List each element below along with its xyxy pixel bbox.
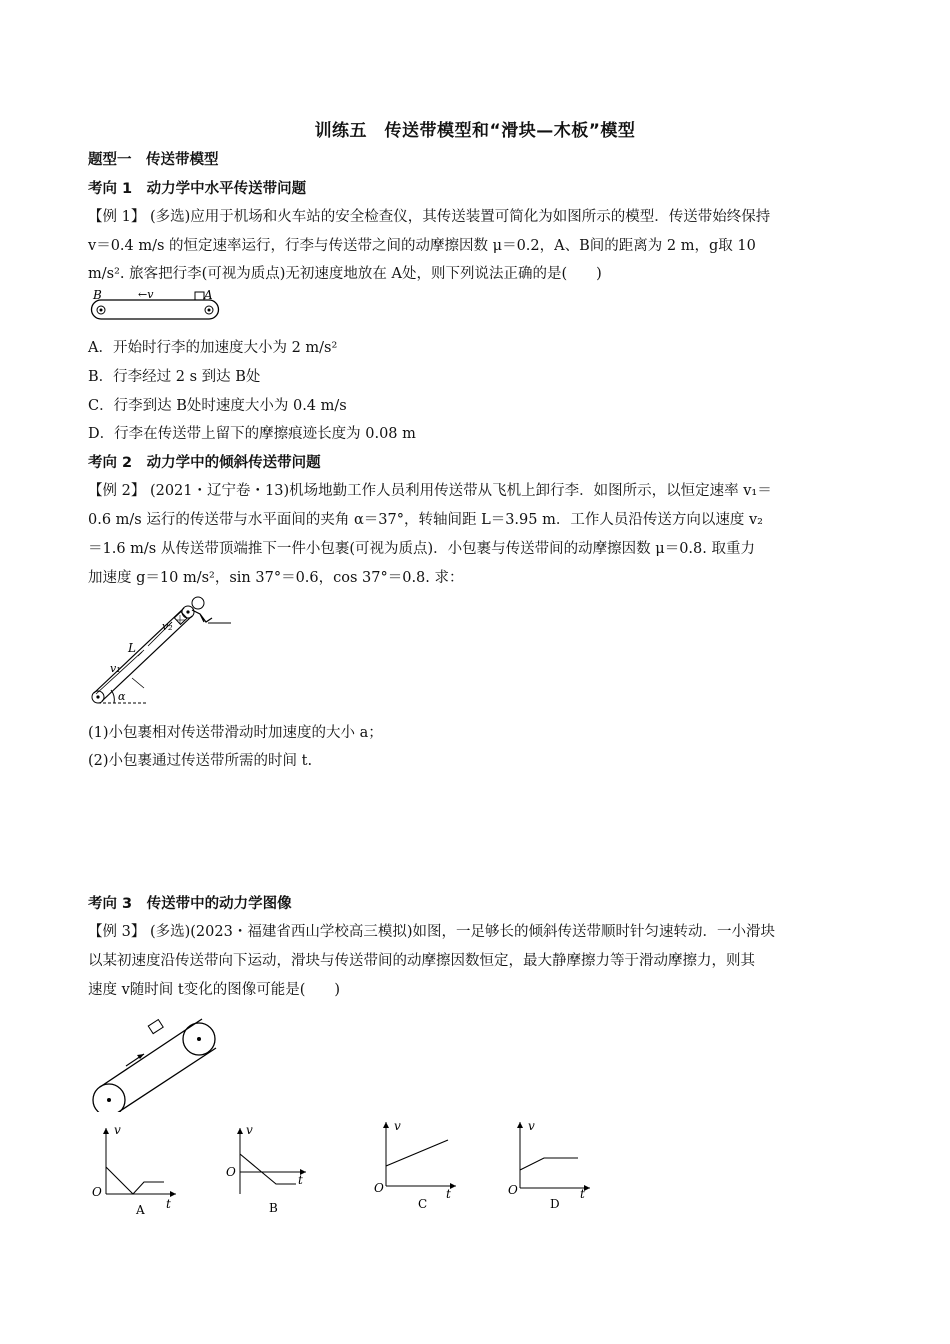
label-b: B [93, 288, 102, 302]
example-3-line-2: 以某初速度沿传送带向下运动，滑块与传送带间的动摩擦因数恒定，最大静摩擦力等于滑动摩擦力，则其 [88, 953, 755, 969]
axis-t: t [580, 1187, 585, 1201]
option-d: D．行李在传送带上留下的摩擦痕迹长度为 0.08 m [88, 426, 416, 442]
inclined-belt-figure [88, 590, 238, 708]
example-1-line-2: v＝0.4 m/s 的恒定速率运行，行李与传送带之间的动摩擦因数 μ＝0.2，A、B间的距离为 2 m，g取 10 [88, 238, 756, 254]
label-v1: v₁ [110, 662, 121, 675]
origin: O [92, 1185, 102, 1199]
axis-t: t [446, 1187, 451, 1201]
graph-b [224, 1122, 324, 1220]
option-b: B．行李经过 2 s 到达 B处 [88, 369, 261, 385]
topic-heading-3: 考向 3 传送带中的动力学图像 [88, 896, 292, 912]
page-title: 训练五 传送带模型和“滑块—木板”模型 [314, 121, 636, 141]
example-2-line-3: ＝1.6 m/s 从传送带顶端推下一件小包裹(可视为质点)．小包裹与传送带间的动摩擦因数 μ＝0.8. 取重力 [88, 541, 755, 557]
tilted-belt-figure [92, 1014, 222, 1112]
example-3-line-3: 速度 v随时间 t变化的图像可能是( ) [88, 982, 341, 998]
horizontal-belt-figure [88, 288, 228, 324]
axis-v: v [246, 1123, 253, 1137]
velocity-arrow-label: ←v [138, 288, 154, 301]
question-1: (1)小包裹相对传送带滑动时加速度的大小 a； [88, 725, 383, 741]
graph-c [372, 1118, 472, 1216]
example-2-line-4: 加速度 g＝10 m/s²，sin 37°＝0.6，cos 37°＝0.8. 求： [88, 570, 464, 586]
option-a: A．开始时行李的加速度大小为 2 m/s² [88, 340, 338, 356]
origin: O [508, 1183, 518, 1197]
graph-d [506, 1118, 606, 1216]
origin: O [374, 1181, 384, 1195]
axis-t: t [298, 1173, 303, 1187]
graph-label-b: B [269, 1201, 278, 1215]
graph-label-c: C [418, 1197, 428, 1211]
axis-v: v [528, 1119, 535, 1133]
graph-a [92, 1122, 192, 1220]
example-2-line-2: 0.6 m/s 运行的传送带与水平面间的夹角 α＝37°，转轴间距 L＝3.95 m．工作人员沿传送方向以速度 v₂ [88, 512, 763, 528]
graph-label-a: A [136, 1203, 145, 1217]
label-v2: v₂ [162, 620, 173, 633]
example-3-line-1: 【例 3】 (多选)(2023・福建省西山学校高三模拟)如图，一足够长的倾斜传送带顺时针匀速转动．一小滑块 [88, 924, 775, 940]
label-length: L [128, 641, 136, 655]
origin: O [226, 1165, 236, 1179]
option-c: C．行李到达 B处时速度大小为 0.4 m/s [88, 398, 347, 414]
label-a: A [204, 288, 213, 302]
axis-v: v [114, 1123, 121, 1137]
topic-heading-1: 考向 1 动力学中水平传送带问题 [88, 181, 307, 197]
topic-heading-2: 考向 2 动力学中的倾斜传送带问题 [88, 455, 321, 471]
axis-v: v [394, 1119, 401, 1133]
label-alpha: α [118, 690, 126, 703]
example-1-line-1: 【例 1】 (多选)应用于机场和火车站的安全检查仪，其传送装置可简化为如图所示的模型．传送带始终保持 [88, 209, 771, 225]
example-1-line-3: m/s². 旅客把行李(可视为质点)无初速度地放在 A处，则下列说法正确的是( ) [88, 266, 602, 282]
example-2-line-1: 【例 2】 (2021・辽宁卷・13)机场地勤工作人员利用传送带从飞机上卸行李．如图所示，以恒定速率 v₁＝ [88, 483, 772, 499]
question-2: (2)小包裹通过传送带所需的时间 t. [88, 753, 313, 769]
section-heading: 题型一 传送带模型 [88, 152, 219, 168]
graph-label-d: D [550, 1197, 560, 1211]
axis-t: t [166, 1197, 171, 1211]
